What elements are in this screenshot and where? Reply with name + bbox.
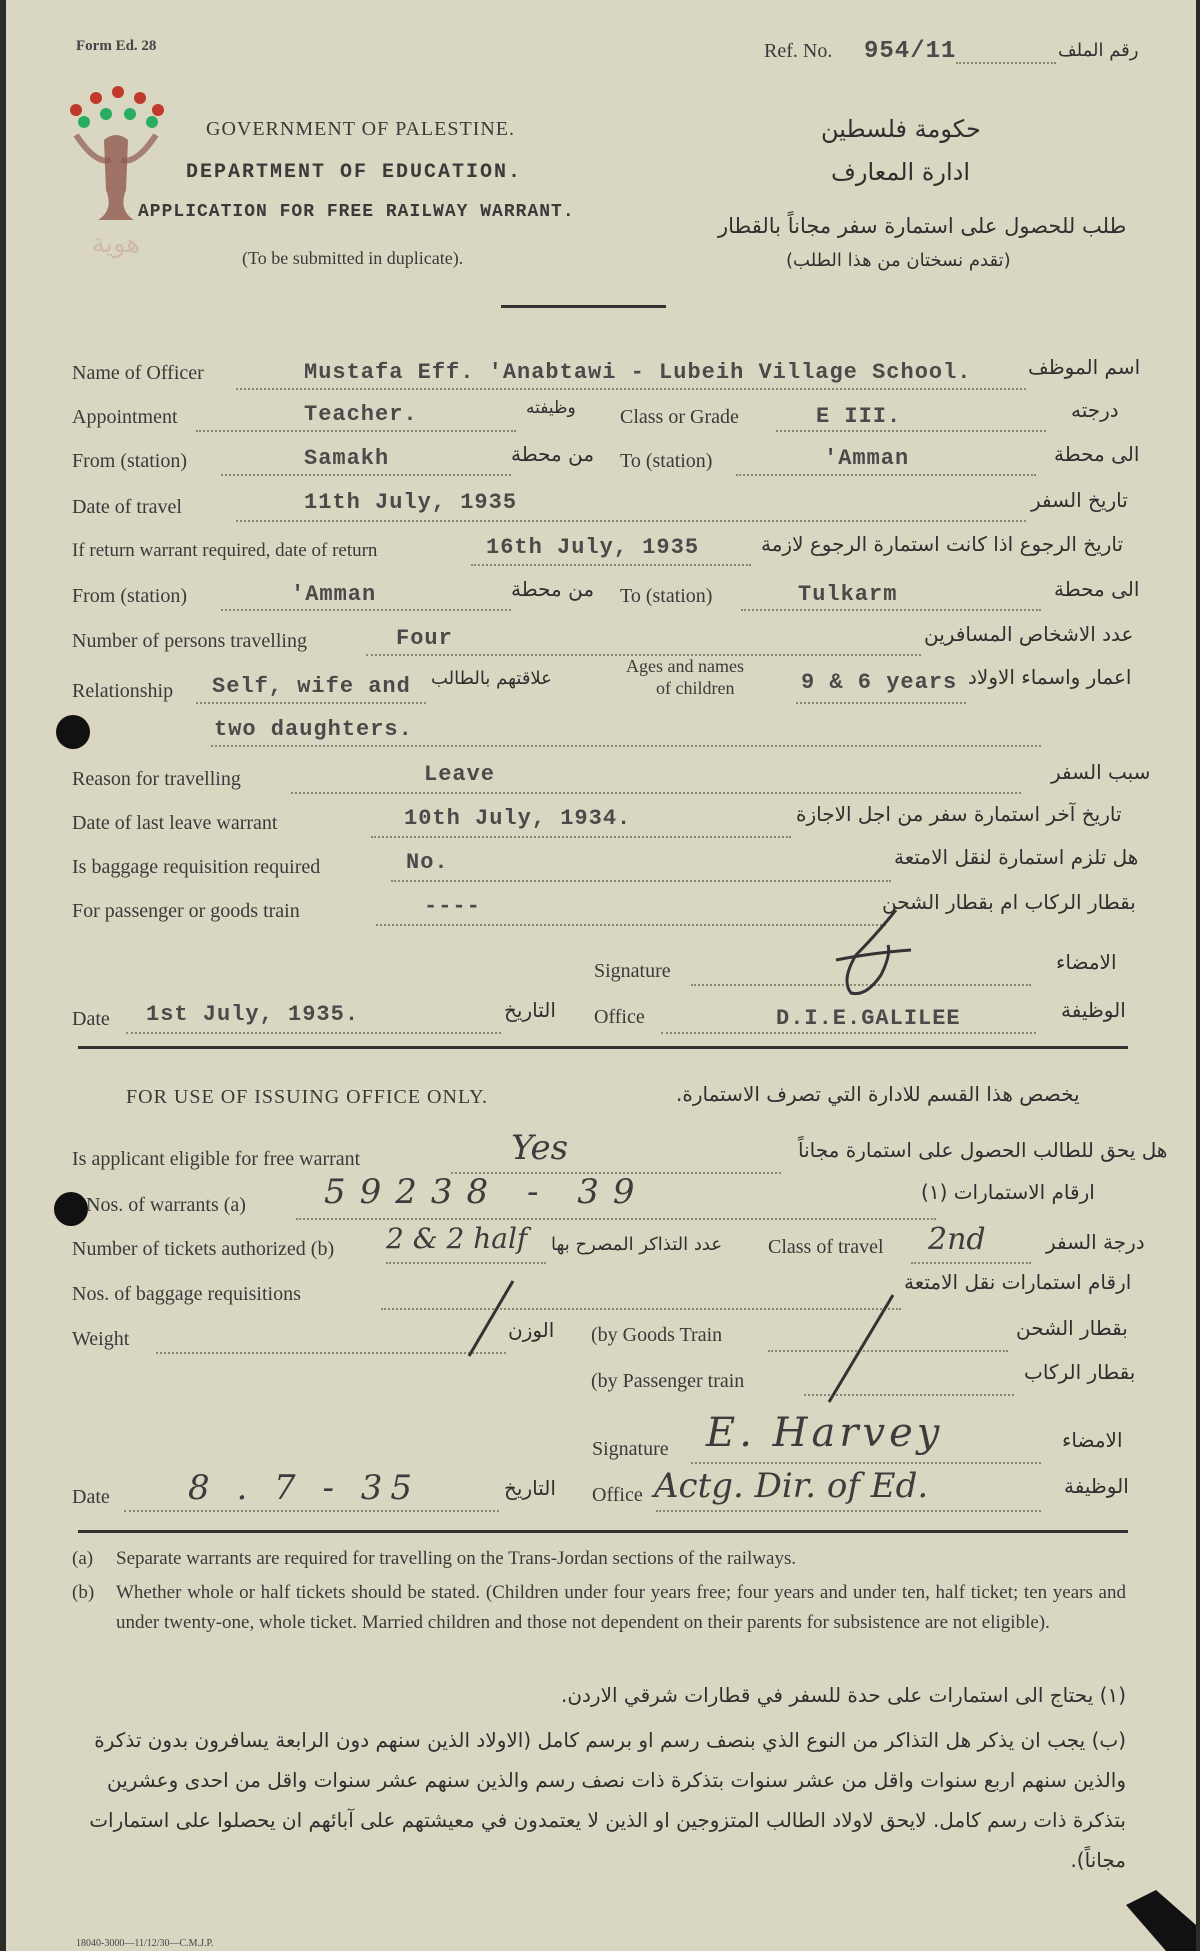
weight-label-ar: الوزن	[508, 1318, 555, 1342]
form-sheet	[6, 0, 1196, 1951]
ref-label: Ref. No.	[764, 40, 833, 62]
last-leave-label-ar: تاريخ آخر استمارة سفر من اجل الاجازة	[796, 802, 1122, 826]
date-label-ar: التاريخ	[504, 998, 556, 1022]
return-value: 16th July, 1935	[486, 535, 700, 560]
tickets-label-ar: عدد التذاكر المصرح بها	[551, 1234, 723, 1255]
note-b-text-ar: (ب) يجب ان يذكر هل التذاكر من النوع الذي بنصف رسم او برسم كامل (الاولاد الذين سنهم دون الرابعة يسافرون بدون تذكرة والذين سنهم اربع سنوات واقل من عشر سنوات بتذكرة ذات نصف رسم والذين سنهم عشر سنوات واقل من احدى وعشرين بتذكرة ذات رسم كامل. لايحق لاولاد الطالب المتزوجين او الذين لا يعتمدون في معيشتهم على آبائهم ان يحصلوا على استمارات مجاناً).	[89, 1728, 1126, 1872]
section-divider	[78, 1046, 1128, 1049]
date-travel-label-ar: تاريخ السفر	[1031, 488, 1128, 512]
issuing-heading-ar: يخصص هذا القسم للادارة التي تصرف الاستمارة.	[676, 1082, 1080, 1106]
persons-label: Number of persons travelling	[72, 630, 307, 652]
applicant-signature	[826, 905, 916, 1000]
to-station-label-ar: الى محطة	[1054, 442, 1140, 466]
baggage-req-label: Nos. of baggage requisitions	[72, 1283, 301, 1305]
relationship-value: Self, wife and	[212, 674, 411, 699]
name-value: Mustafa Eff. 'Anabtawi - Lubeih Village School.	[304, 360, 972, 385]
dept-title: DEPARTMENT OF EDUCATION.	[186, 161, 523, 184]
note-a-mark: (a)	[72, 1548, 94, 1569]
form-number: Form Ed. 28	[76, 38, 157, 54]
form-title: APPLICATION FOR FREE RAILWAY WARRANT.	[138, 202, 575, 222]
issuing-office-value: Actg. Dir. of Ed.	[654, 1466, 929, 1506]
date-travel-label: Date of travel	[72, 496, 182, 518]
tree-logo	[56, 70, 176, 270]
issuing-date-value: 8 . 7 - 35	[188, 1468, 421, 1508]
ages-label-line1: Ages and names	[626, 656, 744, 676]
eligible-label: Is applicant eligible for free warrant	[72, 1148, 361, 1170]
issuing-heading: FOR USE OF ISSUING OFFICE ONLY.	[126, 1086, 489, 1108]
issuing-office-label: Office	[592, 1484, 643, 1506]
corner-tear	[1116, 1880, 1196, 1951]
eligible-label-ar: هل يحق للطالب الحصول على استمارة مجاناً	[798, 1138, 1168, 1162]
note-a-text-ar: (١) يحتاج الى استمارات على حدة للسفر في قطارات شرقي الاردن.	[560, 1683, 1126, 1707]
signature-label: Signature	[594, 960, 671, 982]
reason-label-ar: سبب السفر	[1051, 760, 1151, 784]
notes-divider	[78, 1530, 1128, 1533]
gov-title: GOVERNMENT OF PALESTINE.	[206, 118, 516, 140]
punch-hole	[56, 715, 90, 749]
name-label: Name of Officer	[72, 362, 204, 384]
form-title-ar: طلب للحصول على استمارة سفر مجاناً بالقطار	[718, 214, 1127, 238]
weight-label: Weight	[72, 1328, 130, 1350]
issuing-signature-label-ar: الامضاء	[1062, 1428, 1123, 1452]
tickets-label: Number of tickets authorized (b)	[72, 1238, 335, 1260]
train-value: ----	[424, 894, 481, 919]
last-leave-label: Date of last leave warrant	[72, 812, 278, 834]
to-station-label: To (station)	[620, 450, 713, 472]
train-dash-mark	[821, 1290, 901, 1410]
eligible-value: Yes	[511, 1128, 569, 1168]
appointment-label: Appointment	[72, 406, 178, 428]
train-label: For passenger or goods train	[72, 900, 300, 922]
gov-title-ar: حكومة فلسطين	[821, 115, 981, 143]
baggage-req-label-ar: ارقام استمارات نقل الامتعة	[904, 1270, 1132, 1294]
ages-label-ar: اعمار واسماء الاولاد	[968, 665, 1132, 689]
header-divider	[501, 305, 666, 308]
reason-label: Reason for travelling	[72, 768, 241, 790]
issuing-signature-label: Signature	[592, 1438, 669, 1460]
tickets-value: 2 & 2 half	[386, 1222, 528, 1255]
relationship-label: Relationship	[72, 680, 174, 702]
to-station2-value: Tulkarm	[798, 582, 898, 607]
goods-train-label-ar: بقطار الشحن	[1016, 1316, 1128, 1340]
print-code: 18040-3000—11/12/30—C.M.J.P.	[76, 1938, 214, 1949]
note-b-text: Whether whole or half tickets should be stated. (Children under four years free; four years and under ten, half ticket; ten years and under twenty-one, whole ticket. Married children and those not dependent on their parents for subsistence are not eligible).	[116, 1582, 1126, 1633]
office-label-ar: الوظيفة	[1061, 998, 1126, 1022]
ref-label-ar: رقم الملف	[1058, 40, 1139, 61]
warrants-value: 59238 - 39	[324, 1172, 649, 1212]
class-travel-value: 2nd	[928, 1222, 986, 1257]
from-station-label: From (station)	[72, 450, 187, 472]
office-label: Office	[594, 1006, 645, 1028]
issuing-signature-value: E. Harvey	[706, 1410, 944, 1456]
from-station2-label-ar: من محطة	[511, 577, 595, 601]
reason-value: Leave	[424, 762, 496, 787]
name-label-ar: اسم الموظف	[1028, 355, 1141, 379]
appointment-value: Teacher.	[304, 402, 418, 427]
relationship-label-ar: علاقتهم بالطالب	[431, 668, 552, 689]
duplicate-note: (To be submitted in duplicate).	[242, 248, 464, 268]
persons-value: Four	[396, 626, 453, 651]
to-station2-label-ar: الى محطة	[1054, 577, 1140, 601]
baggage-label: Is baggage requisition required	[72, 856, 321, 878]
dept-title-ar: ادارة المعارف	[831, 158, 971, 186]
warrants-label: Nos. of warrants (a)	[86, 1194, 246, 1216]
punch-hole	[54, 1192, 88, 1226]
duplicate-note-ar: (تقدم نسختان من هذا الطلب)	[786, 250, 1011, 271]
baggage-label-ar: هل تلزم استمارة لنقل الامتعة	[894, 845, 1139, 869]
passenger-train-label: (by Passenger train	[591, 1370, 745, 1392]
class-label-ar: درجته	[1071, 398, 1119, 422]
to-station-value: 'Amman	[824, 446, 910, 471]
class-travel-label-ar: درجة السفر	[1046, 1230, 1145, 1254]
return-label-ar: تاريخ الرجوع اذا كانت استمارة الرجوع لازمة	[761, 532, 1124, 556]
train-label-ar: بقطار الركاب ام بقطار الشحن	[882, 890, 1136, 914]
office-value: D.I.E.GALILEE	[776, 1006, 961, 1031]
note-a-text: Separate warrants are required for travelling on the Trans-Jordan sections of the railways.	[116, 1548, 797, 1569]
warrants-label-ar: ارقام الاستمارات (١)	[921, 1180, 1095, 1204]
date-travel-value: 11th July, 1935	[304, 490, 518, 515]
date-label: Date	[72, 1008, 110, 1030]
class-travel-label: Class of travel	[768, 1236, 884, 1258]
baggage-value: No.	[406, 850, 449, 875]
issuing-office-label-ar: الوظيفة	[1064, 1474, 1129, 1498]
return-label: If return warrant required, date of return	[72, 540, 378, 561]
note-b-mark: (b)	[72, 1582, 95, 1603]
from-station-value: Samakh	[304, 446, 390, 471]
from-station2-label: From (station)	[72, 585, 187, 607]
to-station2-label: To (station)	[620, 585, 713, 607]
class-label: Class or Grade	[620, 406, 739, 428]
appointment-label-ar: وظيفته	[526, 398, 576, 418]
ages-value: 9 & 6 years	[801, 670, 958, 695]
ages-label-line2: of children	[656, 678, 735, 698]
signature-label-ar: الامضاء	[1056, 950, 1117, 974]
last-leave-value: 10th July, 1934.	[404, 806, 632, 831]
date-value: 1st July, 1935.	[146, 1002, 360, 1027]
relationship-value-line2: two daughters.	[214, 717, 413, 742]
issuing-date-label-ar: التاريخ	[504, 1476, 556, 1500]
passenger-train-label-ar: بقطار الركاب	[1024, 1360, 1136, 1384]
svg-text:هوية: هوية	[91, 229, 141, 259]
goods-train-label: (by Goods Train	[591, 1324, 723, 1346]
class-value: E III.	[816, 404, 902, 429]
from-station-label-ar: من محطة	[511, 442, 595, 466]
ref-value: 954/11	[864, 38, 957, 65]
issuing-date-label: Date	[72, 1486, 110, 1508]
from-station2-value: 'Amman	[291, 582, 377, 607]
persons-label-ar: عدد الاشخاص المسافرين	[924, 622, 1134, 646]
